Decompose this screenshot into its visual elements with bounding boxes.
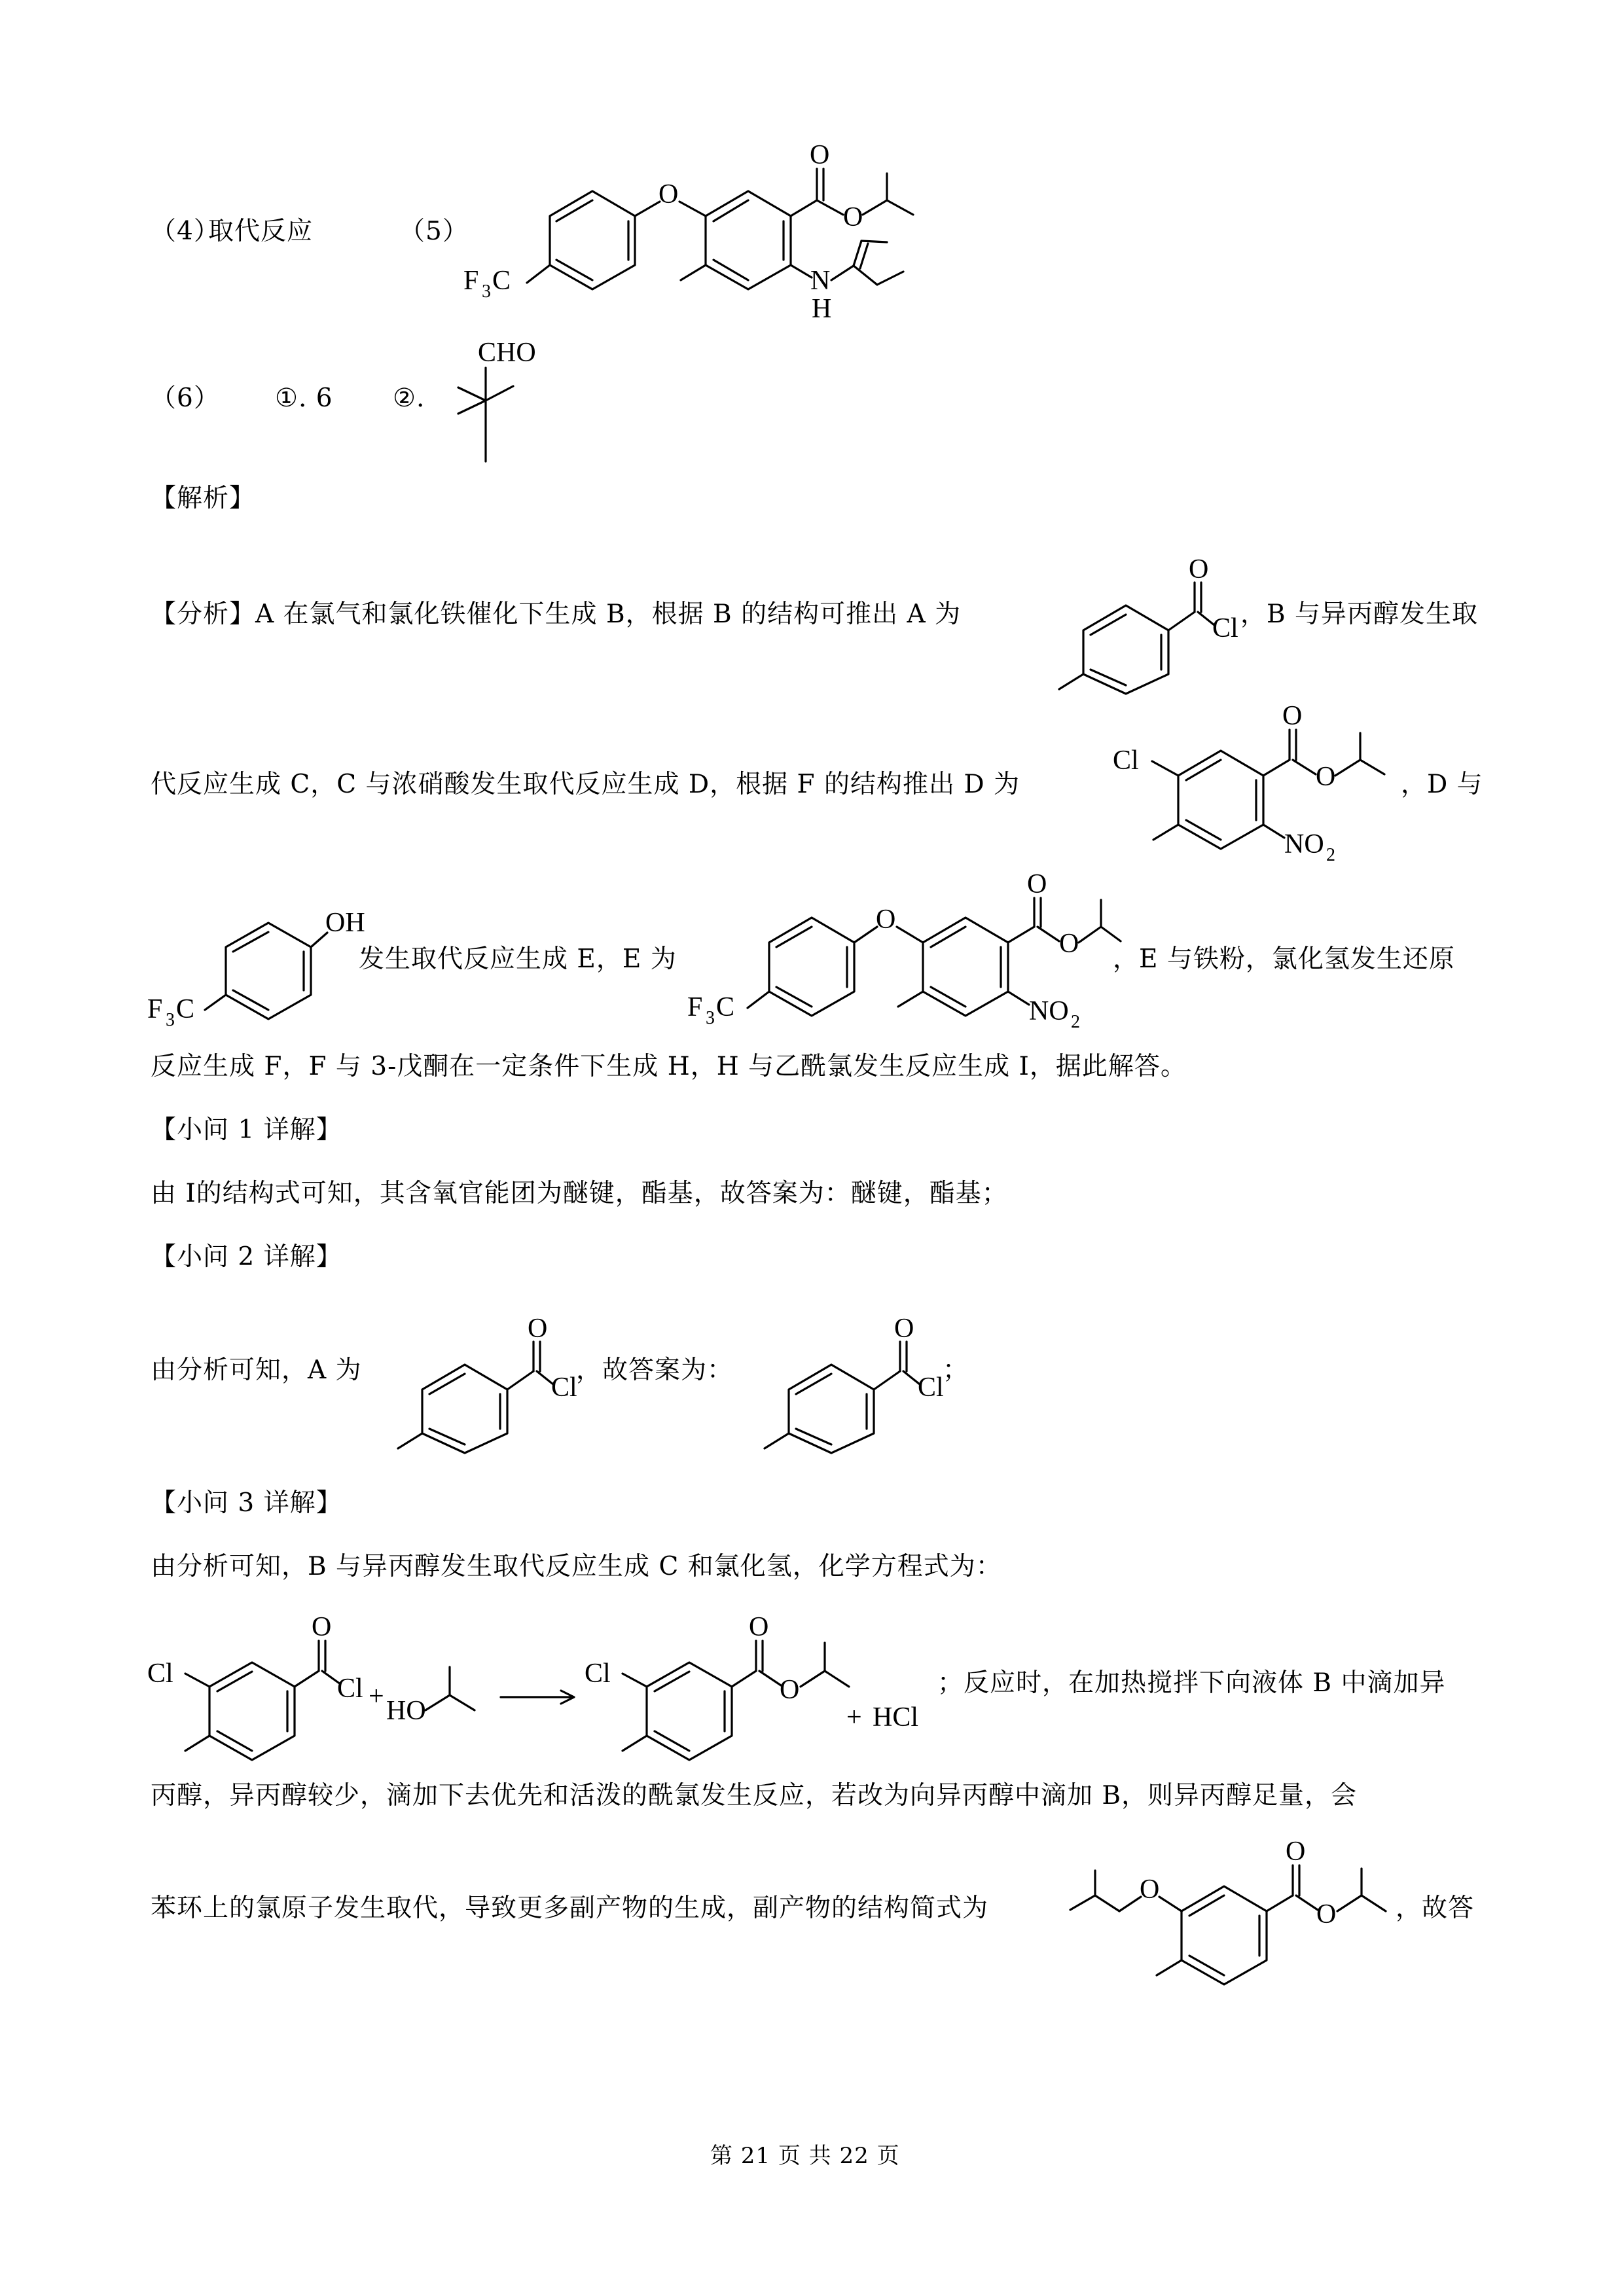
svg-text:+: + bbox=[846, 1702, 862, 1732]
analysis-line1-b: ，B 与异丙醇发生取 bbox=[1240, 600, 1479, 629]
svg-text:C: C bbox=[716, 992, 735, 1022]
svg-text:3: 3 bbox=[166, 1010, 175, 1030]
q2-text-a: 由分析可知，A 为 bbox=[151, 1355, 362, 1385]
svg-text:F: F bbox=[687, 992, 703, 1022]
svg-text:O: O bbox=[659, 179, 679, 209]
svg-text:3: 3 bbox=[706, 1008, 715, 1028]
svg-text:F: F bbox=[147, 994, 163, 1024]
answer-6-label: （6） bbox=[151, 384, 220, 413]
analysis-line4: 反应生成 F，F 与 3-戊酮在一定条件下生成 H，H 与乙酰氯发生反应生成 I，据此解答。 bbox=[151, 1052, 1187, 1081]
svg-text:+: + bbox=[369, 1681, 384, 1712]
svg-text:O: O bbox=[1140, 1874, 1160, 1905]
q1-title: 【小问 1 详解】 bbox=[151, 1115, 342, 1145]
q3-line3-a: 苯环上的氯原子发生取代，导致更多副产物的生成，副产物的结构简式为 bbox=[151, 1893, 989, 1923]
analysis-line3-b: ，E 与铁粉，氯化氢发生还原 bbox=[1113, 944, 1455, 974]
svg-text:O: O bbox=[1189, 554, 1209, 584]
answer-5-label: （5） bbox=[399, 217, 469, 246]
svg-text:O: O bbox=[780, 1675, 800, 1705]
svg-text:O: O bbox=[894, 1314, 914, 1344]
structure-A-acyl-chloride bbox=[1034, 540, 1244, 691]
svg-text:Cl: Cl bbox=[585, 1659, 611, 1689]
q3-title: 【小问 3 详解】 bbox=[151, 1488, 342, 1518]
answer-6-part2: ②. bbox=[393, 384, 425, 413]
svg-text:O: O bbox=[528, 1314, 548, 1344]
svg-text:O: O bbox=[1316, 1899, 1337, 1929]
q1-text: 由 I的结构式可知，其含氧官能团为醚键，酯基，故答案为：醚键，酯基； bbox=[151, 1179, 1008, 1208]
structure-D-nitro-ester bbox=[1113, 701, 1401, 867]
structure-trifluoromethylphenol bbox=[147, 887, 365, 1030]
svg-text:2: 2 bbox=[1071, 1012, 1080, 1032]
answer-4-text: 取代反应 bbox=[208, 217, 314, 246]
svg-text:HCl: HCl bbox=[873, 1702, 919, 1732]
svg-text:O: O bbox=[1027, 869, 1047, 899]
svg-text:Cl: Cl bbox=[551, 1372, 577, 1403]
answer-6-structure bbox=[432, 327, 563, 471]
page-footer: 第 21 页 共 22 页 bbox=[710, 2143, 900, 2169]
analysis-line3-a: 发生取代反应生成 E，E 为 bbox=[359, 944, 677, 974]
svg-text:NO: NO bbox=[1029, 996, 1069, 1026]
svg-text:C: C bbox=[176, 994, 195, 1024]
q3-byproduct-structure bbox=[1057, 1833, 1424, 1990]
svg-text:O: O bbox=[312, 1612, 332, 1642]
svg-text:O: O bbox=[843, 202, 863, 232]
svg-text:O: O bbox=[876, 905, 896, 935]
svg-text:O: O bbox=[1059, 929, 1079, 959]
svg-text:3: 3 bbox=[482, 281, 491, 302]
q2-text-b: ，故答案为： bbox=[576, 1355, 734, 1385]
svg-text:OH: OH bbox=[325, 908, 365, 938]
section-title: 【解析】 bbox=[151, 484, 256, 513]
q3-line3-b: ，故答 bbox=[1396, 1893, 1475, 1923]
answer-4-label: （4） bbox=[151, 217, 220, 246]
svg-text:N: N bbox=[810, 266, 831, 296]
q3-line2: 丙醇，异丙醇较少，滴加下去优先和活泼的酰氯发生反应，若改为向异丙醇中滴加 B，则异丙醇足量，会 bbox=[151, 1781, 1358, 1810]
q2-text-c: ； bbox=[943, 1355, 969, 1385]
svg-text:O: O bbox=[1282, 701, 1303, 731]
svg-text:O: O bbox=[1286, 1837, 1306, 1867]
svg-text:O: O bbox=[810, 140, 830, 170]
q2-structure-1 bbox=[373, 1299, 583, 1450]
svg-text:2: 2 bbox=[1326, 845, 1335, 865]
svg-text:Cl: Cl bbox=[1113, 745, 1139, 776]
answer-5-structure bbox=[458, 137, 929, 327]
analysis-line2-b: ，D 与 bbox=[1401, 770, 1483, 799]
svg-text:NO: NO bbox=[1284, 829, 1324, 859]
analysis-line2-a: 代反应生成 C，C 与浓硝酸发生取代反应生成 D，根据 F 的结构推出 D 为 bbox=[151, 770, 1020, 799]
svg-text:HO: HO bbox=[386, 1696, 426, 1726]
svg-text:H: H bbox=[812, 294, 832, 324]
analysis-line1-a: 【分析】A 在氯气和氯化铁催化下生成 B，根据 B 的结构可推出 A 为 bbox=[151, 600, 962, 629]
svg-text:Cl: Cl bbox=[337, 1674, 363, 1704]
svg-text:Cl: Cl bbox=[918, 1372, 944, 1403]
q3-intro: 由分析可知，B 与异丙醇发生取代反应生成 C 和氯化氢，化学方程式为： bbox=[151, 1552, 1002, 1581]
svg-text:CHO: CHO bbox=[478, 338, 536, 368]
svg-text:O: O bbox=[1316, 762, 1336, 792]
svg-text:C: C bbox=[492, 266, 511, 296]
svg-text:F: F bbox=[463, 266, 479, 296]
q3-equation-tail: ；反应时，在加热搅拌下向液体 B 中滴加异 bbox=[937, 1668, 1446, 1698]
q2-structure-2 bbox=[740, 1299, 949, 1450]
structure-E-nitro-ether-ester bbox=[687, 870, 1119, 1041]
q2-title: 【小问 2 详解】 bbox=[151, 1242, 342, 1272]
svg-text:O: O bbox=[749, 1612, 769, 1642]
q3-reaction-equation bbox=[147, 1607, 939, 1767]
svg-text:Cl: Cl bbox=[1212, 613, 1238, 643]
answer-6-part1: ①. 6 bbox=[275, 384, 333, 413]
svg-text:Cl: Cl bbox=[147, 1659, 173, 1689]
